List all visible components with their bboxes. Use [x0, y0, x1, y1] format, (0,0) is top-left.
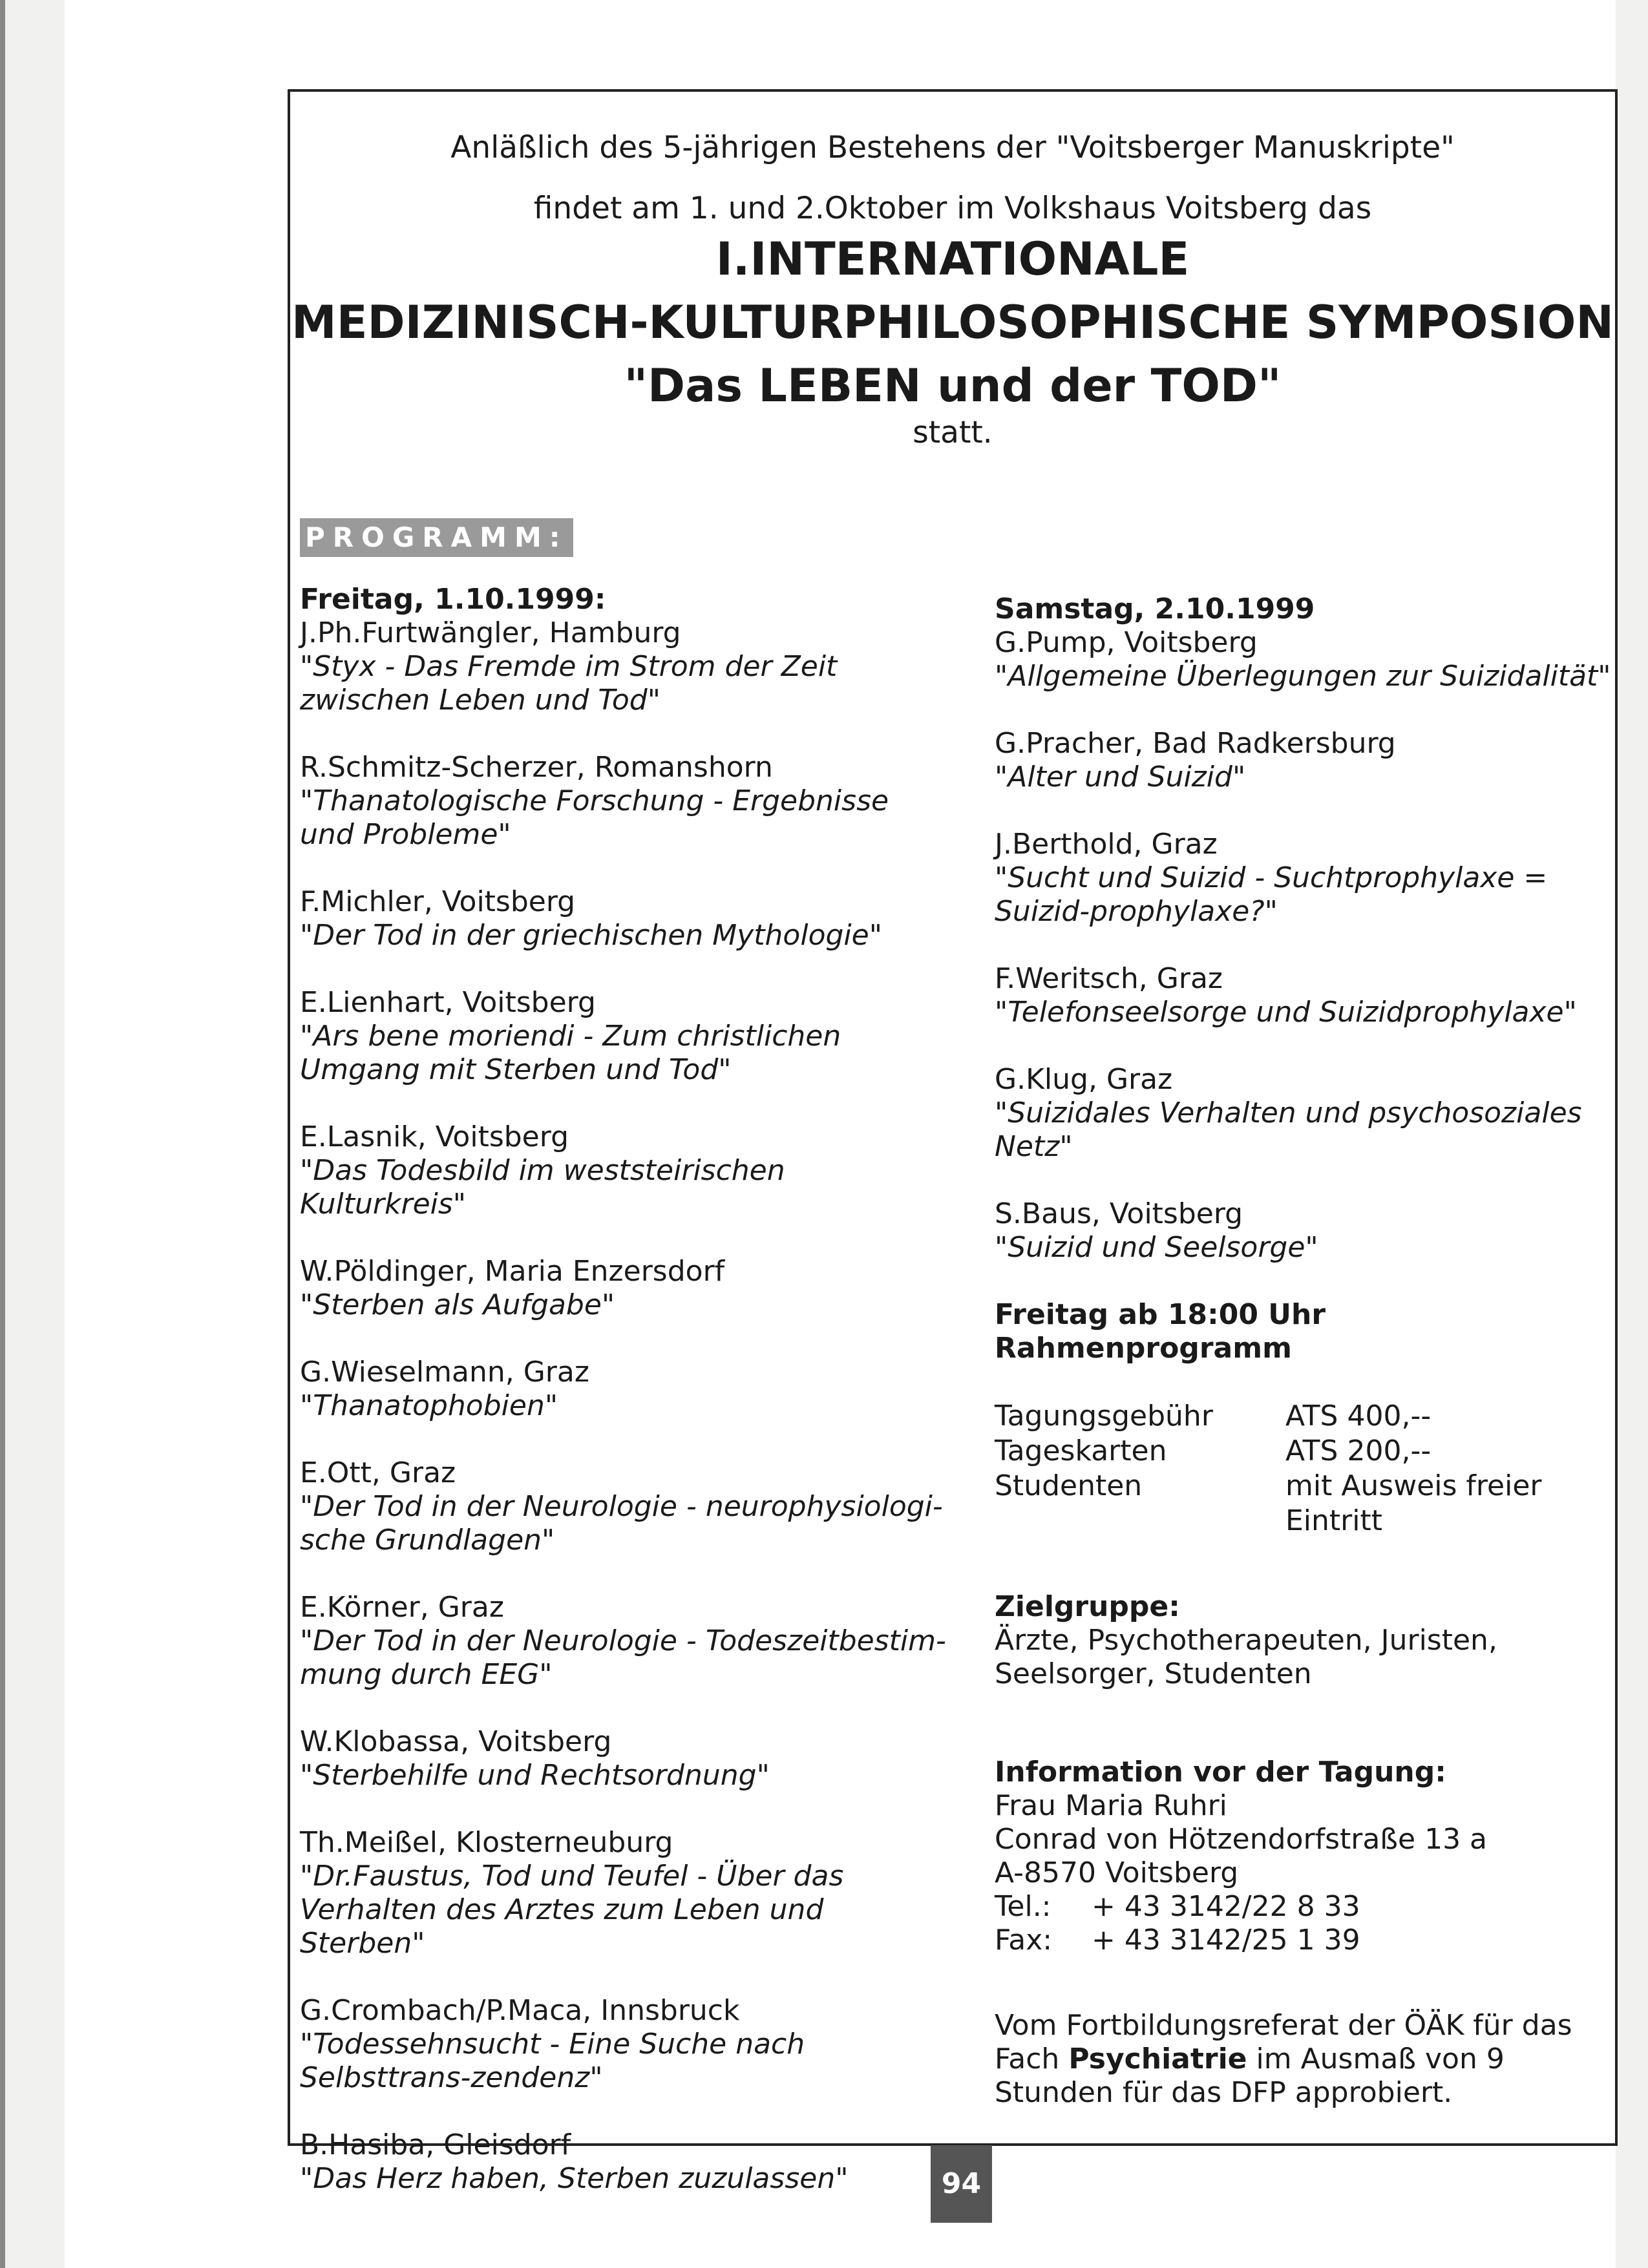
- statt-text: statt.: [913, 415, 993, 450]
- talk-speaker: W.Pöldinger, Maria Enzersdorf: [300, 1255, 725, 1288]
- talk-title: "Thanatologische Forschung - Ergebnisse und Probleme": [300, 784, 889, 851]
- friday-day-heading: Freitag, 1.10.1999:: [300, 583, 606, 616]
- fee-row: [995, 1399, 1615, 1434]
- talk-speaker: E.Körner, Graz: [300, 1591, 504, 1624]
- info-heading: Information vor der Tagung:: [995, 1756, 1446, 1789]
- approval-note: [995, 2009, 1615, 2110]
- title-line-2: MEDIZINISCH-KULTURPHILOSOPHISCHE SYMPOSION: [291, 296, 1614, 349]
- talk-title: "Das Todesbild im weststeirischen Kulturkreis": [300, 1154, 785, 1221]
- talk-speaker: J.Berthold, Graz: [995, 828, 1218, 861]
- title-line-3: "Das LEBEN und der TOD": [624, 359, 1282, 412]
- fee-label: Studenten: [995, 1469, 1143, 1502]
- talk-title: "Der Tod in der Neurologie - Todeszeitbestim-mung durch EEG": [300, 1624, 946, 1691]
- talk-title: "Der Tod in der Neurologie - neurophysiologi-sche Grundlagen": [300, 1490, 943, 1557]
- rahmenprogramm: Freitag ab 18:00 Uhr Rahmenprogramm: [995, 1298, 1326, 1365]
- fee-label: Tageskarten: [995, 1434, 1167, 1467]
- talk-item: [300, 751, 946, 852]
- fee-row: [995, 1434, 1615, 1469]
- talk-title: "Thanatophobien": [300, 1389, 558, 1422]
- talk-title: "Alter und Suizid": [995, 761, 1246, 793]
- title-line-1: I.INTERNATIONALE: [715, 233, 1190, 286]
- talk-speaker: G.Pump, Voitsberg: [995, 626, 1258, 659]
- intro-line-1: Anläßlich des 5-jährigen Bestehens der "Voitsberger Manuskripte": [450, 130, 1455, 165]
- page: [65, 0, 1616, 2268]
- fees-table: [995, 1399, 1615, 1538]
- tel-number: + 43 3142/22 8 33: [1092, 1890, 1360, 1923]
- page-number: 94: [931, 2145, 992, 2223]
- talk-title: "Telefonseelsorge und Suizidprophylaxe": [995, 996, 1577, 1029]
- saturday-day-heading: Samstag, 2.10.1999: [995, 593, 1315, 625]
- fee-label: Tagungsgebühr: [995, 1400, 1213, 1433]
- talk-speaker: S.Baus, Voitsberg: [995, 1197, 1243, 1230]
- fee-row: [995, 1469, 1615, 1538]
- talk-title: "Suizid und Seelsorge": [995, 1231, 1318, 1264]
- talk-title: "Sterben als Aufgabe": [300, 1288, 615, 1321]
- saturday-column: [995, 593, 1615, 2110]
- talk-item: [300, 2128, 946, 2196]
- talk-speaker: B.Hasiba, Gleisdorf: [300, 2128, 571, 2161]
- info-block: [995, 1756, 1615, 1957]
- fax-label: Fax:: [995, 1924, 1053, 1957]
- talk-title: "Ars bene moriendi - Zum christlichen Umgang mit Sterben und Tod": [300, 1020, 841, 1086]
- talk-item: [995, 1197, 1615, 1265]
- friday-talk-list: [300, 616, 946, 2196]
- talk-speaker: E.Lienhart, Voitsberg: [300, 986, 596, 1019]
- info-tel: [995, 1890, 1615, 1924]
- talk-title: "Todessehnsucht - Eine Suche nach Selbsttrans-zendenz": [300, 2028, 805, 2094]
- talk-speaker: F.Michler, Voitsberg: [300, 885, 576, 918]
- fax-number: + 43 3142/25 1 39: [1092, 1924, 1360, 1957]
- talk-item: [300, 1120, 946, 1221]
- program-badge: PROGRAMM:: [300, 518, 573, 557]
- talk-item: [995, 962, 1615, 1029]
- symposium-title: [290, 227, 1615, 417]
- talk-speaker: G.Crombach/P.Maca, Innsbruck: [300, 1994, 740, 2027]
- talk-item: [300, 1255, 946, 1322]
- talk-item: [300, 1356, 946, 1423]
- zielgruppe-heading: Zielgruppe:: [995, 1590, 1180, 1623]
- zielgruppe-text: Ärzte, Psychotherapeuten, Juristen, Seelsorger, Studenten: [995, 1624, 1497, 1690]
- intro-line-2: findet am 1. und 2.Oktober im Volkshaus Voitsberg das: [533, 191, 1372, 226]
- talk-speaker: G.Pracher, Bad Radkersburg: [995, 727, 1396, 760]
- talk-title: "Dr.Faustus, Tod und Teufel - Über das Verhalten des Arztes zum Leben und Sterben": [300, 1860, 844, 1960]
- fee-value: ATS 400,--: [1285, 1400, 1431, 1433]
- talk-title: "Der Tod in der griechischen Mythologie": [300, 919, 882, 952]
- fee-value: mit Ausweis freier Eintritt: [1285, 1469, 1542, 1537]
- talk-title: "Suizidales Verhalten und psychosoziales Netz": [995, 1097, 1582, 1163]
- info-street: Conrad von Hötzendorfstraße 13 a: [995, 1823, 1488, 1856]
- approval-pre: Vom Fortbildungsreferat der ÖÄK für das Fach: [995, 2009, 1572, 2075]
- friday-column: [300, 583, 946, 2229]
- talk-item: [300, 1456, 946, 1557]
- talk-speaker: E.Lasnik, Voitsberg: [300, 1120, 569, 1153]
- fee-value: ATS 200,--: [1285, 1434, 1431, 1467]
- talk-item: [300, 1591, 946, 1692]
- talk-speaker: W.Klobassa, Voitsberg: [300, 1725, 612, 1758]
- info-city: A-8570 Voitsberg: [995, 1856, 1239, 1889]
- talk-item: [995, 727, 1615, 794]
- talk-item: [300, 885, 946, 952]
- saturday-talk-list: [995, 626, 1615, 1265]
- talk-item: [995, 626, 1615, 693]
- info-fax: [995, 1924, 1615, 1957]
- talk-item: [995, 1063, 1615, 1164]
- talk-title: "Das Herz haben, Sterben zuzulassen": [300, 2162, 849, 2195]
- talk-item: [300, 616, 946, 717]
- talk-title: "Sterbehilfe und Rechtsordnung": [300, 1759, 770, 1792]
- zielgruppe-block: [995, 1590, 1615, 1691]
- talk-speaker: G.Wieselmann, Graz: [300, 1356, 589, 1389]
- talk-speaker: E.Ott, Graz: [300, 1456, 456, 1489]
- talk-item: [300, 1826, 946, 1960]
- talk-title: "Sucht und Suizid - Suchtprophylaxe = Suizid-prophylaxe?": [995, 861, 1548, 928]
- talk-speaker: R.Schmitz-Scherzer, Romanshorn: [300, 751, 773, 784]
- intro: [290, 118, 1615, 239]
- talk-speaker: G.Klug, Graz: [995, 1063, 1173, 1096]
- approval-post: im Ausmaß von 9 Stunden für das DFP approbiert.: [995, 2042, 1505, 2109]
- talk-speaker: Th.Meißel, Klosterneuburg: [300, 1826, 673, 1859]
- tel-label: Tel.:: [995, 1890, 1051, 1923]
- info-name: Frau Maria Ruhri: [995, 1789, 1227, 1822]
- talk-speaker: F.Weritsch, Graz: [995, 962, 1223, 995]
- scan-edge-left: [0, 0, 5, 2268]
- talk-speaker: J.Ph.Furtwängler, Hamburg: [300, 616, 681, 649]
- talk-item: [300, 1994, 946, 2095]
- talk-item: [300, 1725, 946, 1792]
- talk-title: "Styx - Das Fremde im Strom der Zeit zwischen Leben und Tod": [300, 650, 838, 717]
- talk-item: [995, 828, 1615, 929]
- talk-title: "Allgemeine Überlegungen zur Suizidalität": [995, 660, 1611, 693]
- talk-item: [300, 986, 946, 1087]
- approval-bold: Psychiatrie: [1068, 2042, 1247, 2075]
